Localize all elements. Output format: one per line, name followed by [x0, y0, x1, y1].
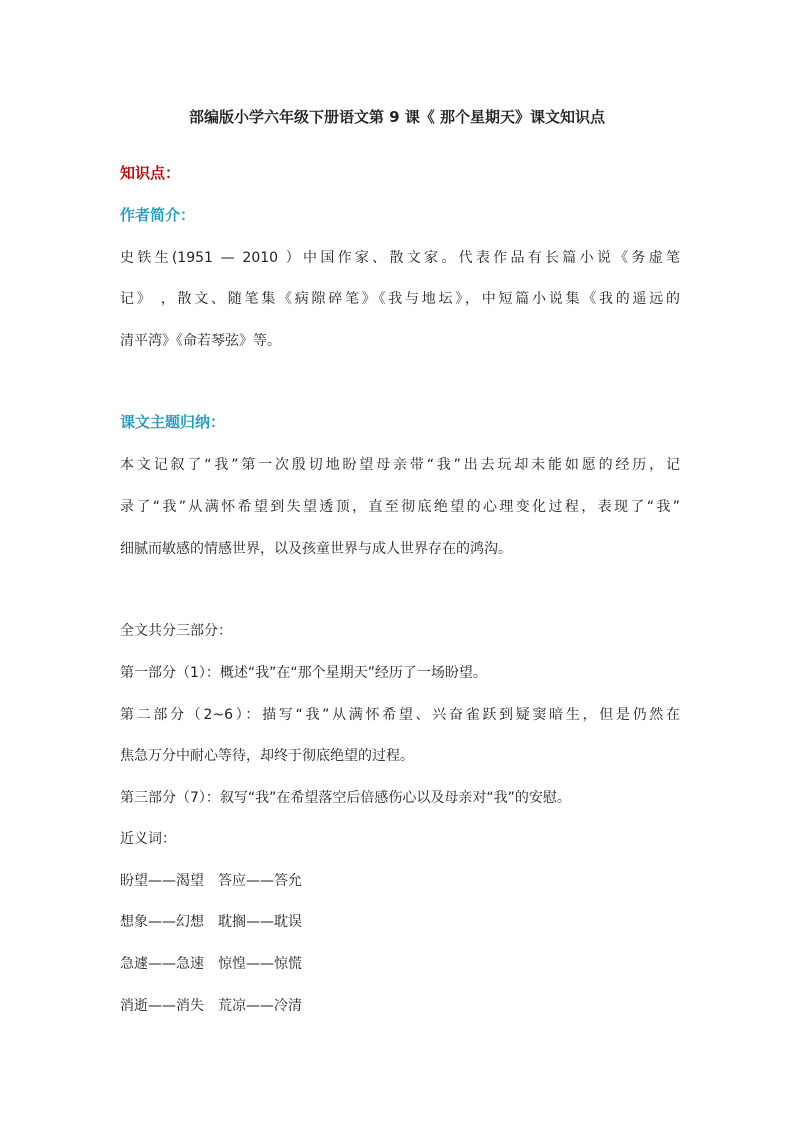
- author-paragraph-line-1: 史铁生(1951 — 2010 ）中国作家、散文家。代表作品有长篇小说《务虚笔: [120, 250, 680, 266]
- synonym-row: [120, 995, 680, 1017]
- synonym-pair: 耽搁——耽误: [218, 914, 302, 930]
- synonym-pair: 惊惶——惊慌: [218, 956, 302, 972]
- author-paragraph-line-3: 清平湾》《命若琴弦》等。: [120, 333, 281, 349]
- document-title: 部编版小学六年级下册语文第 9 课《 那个星期天》课文知识点: [188, 108, 606, 126]
- heading-theme-summary: 课文主题归纳：: [120, 413, 226, 431]
- author-paragraph-line-2: 记》 ，散文、随笔集《病隙碎笔》《我与地坛》，中短篇小说集《我的遥远的: [120, 291, 680, 307]
- synonym-row: [120, 953, 680, 975]
- synonym-row: [120, 870, 680, 892]
- structure-intro: 全文共分三部分：: [120, 623, 232, 639]
- theme-paragraph-line-3: 细腻而敏感的情感世界，以及孩童世界与成人世界存在的鸿沟。: [120, 541, 512, 557]
- synonym-pair: 盼望——渴望: [120, 873, 204, 889]
- synonym-row: [120, 911, 680, 933]
- synonym-pair: 荒凉——冷清: [218, 998, 302, 1014]
- synonym-pair: 答应——答允: [218, 873, 302, 889]
- synonym-pair: 急遽——急速: [120, 956, 204, 972]
- part-two-line-1: 第二部分（2~6）：描写“我”从满怀希望、兴奋雀跃到疑窦暗生，但是仍然在: [120, 707, 680, 723]
- theme-paragraph-line-2: 录了“我”从满怀希望到失望透顶，直至彻底绝望的心理变化过程，表现了“我”: [120, 499, 680, 515]
- heading-author-intro: 作者简介：: [120, 206, 196, 224]
- synonyms-label: 近义词：: [120, 831, 176, 847]
- part-one: 第一部分（1）：概述“我”在“那个星期天”经历了一场盼望。: [120, 665, 487, 681]
- heading-knowledge-points: 知识点：: [120, 164, 181, 182]
- theme-paragraph-line-1: 本文记叙了“我”第一次殷切地盼望母亲带“我”出去玩却未能如愿的经历，记: [120, 457, 680, 473]
- part-three: 第三部分（7）：叙写“我”在希望落空后倍感伤心以及母亲对“我”的安慰。: [120, 790, 571, 806]
- synonym-pair: 消逝——消失: [120, 998, 204, 1014]
- synonym-pair: 想象——幻想: [120, 914, 204, 930]
- part-two-line-2: 焦急万分中耐心等待，却终于彻底绝望的过程。: [120, 748, 414, 764]
